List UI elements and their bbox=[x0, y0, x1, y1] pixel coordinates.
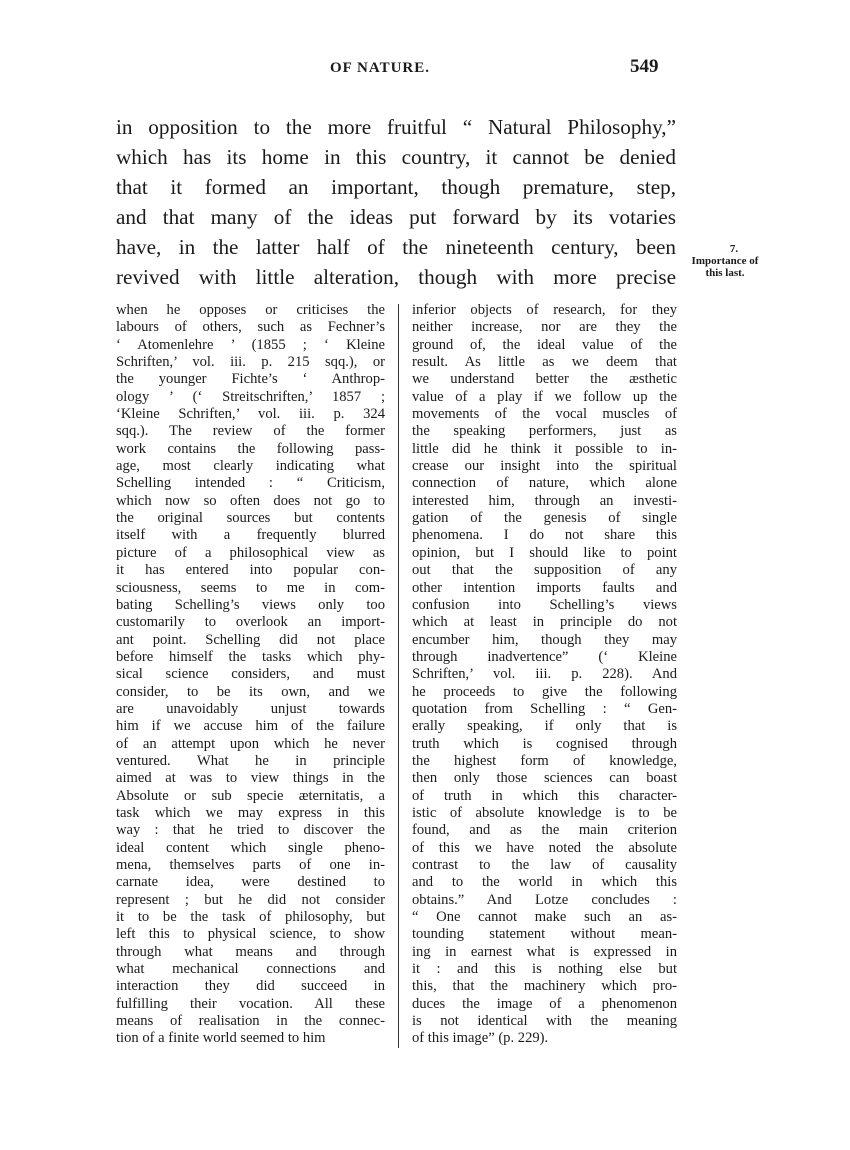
footnote-line: are unavoidably unjust towards bbox=[116, 700, 385, 717]
footnote-line: gation of the genesis of single bbox=[412, 510, 677, 527]
footnote-line: Schriften,’ vol. iii. p. 228). And bbox=[412, 666, 677, 683]
footnote-line: then only those sciences can boast bbox=[412, 770, 677, 787]
running-head: OF NATURE. bbox=[330, 60, 430, 76]
footnote-line: of an attempt upon which he never bbox=[116, 735, 385, 752]
footnote-line: sical science considers, and must bbox=[116, 666, 385, 683]
footnote-line: it to be the task of philosophy, but bbox=[116, 909, 385, 926]
footnote-line: the highest form of knowledge, bbox=[412, 752, 677, 769]
footnote-line: ing in earnest what is expressed in bbox=[412, 943, 677, 960]
footnote-line: work contains the following pass- bbox=[116, 440, 385, 457]
footnote-line: ‘Kleine Schriften,’ vol. iii. p. 324 bbox=[116, 406, 385, 423]
footnote-line: duces the image of a phenomenon bbox=[412, 995, 677, 1012]
footnote-line: him if we accuse him of the failure bbox=[116, 718, 385, 735]
footnote-line: this, that the machinery which pro- bbox=[412, 978, 677, 995]
footnote-line: which at least in principle do not bbox=[412, 614, 677, 631]
footnote-line: is not identical with the meaning bbox=[412, 1013, 677, 1030]
body-line: that it formed an important, though premature, step, bbox=[116, 175, 676, 199]
footnote-line: it : and this is nothing else but bbox=[412, 961, 677, 978]
footnote-line: customarily to overlook an import- bbox=[116, 614, 385, 631]
footnote-line: which now so often does not go to bbox=[116, 492, 385, 509]
footnote-line: the original sources but contents bbox=[116, 510, 385, 527]
footnote-line: Schelling intended : “ Criticism, bbox=[116, 475, 385, 492]
body-line: in opposition to the more fruitful “ Natural Philosophy,” bbox=[116, 115, 676, 139]
footnote-line: of this we have noted the absolute bbox=[412, 839, 677, 856]
footnote-line: represent ; but he did not consider bbox=[116, 891, 385, 908]
footnote-line: picture of a philosophical view as bbox=[116, 544, 385, 561]
footnote-line: means of realisation in the connec- bbox=[116, 1013, 385, 1030]
footnote-line: aimed at was to view things in the bbox=[116, 770, 385, 787]
margin-note-text: Importance of this last. bbox=[691, 255, 759, 279]
footnote-line: age, most clearly indicating what bbox=[116, 458, 385, 475]
footnote-line: interaction they did succeed in bbox=[116, 978, 385, 995]
footnote-line: quotation from Schelling : “ Gen- bbox=[412, 700, 677, 717]
footnote-line: way : that he tried to discover the bbox=[116, 822, 385, 839]
footnote-line: “ One cannot make such an as- bbox=[412, 909, 677, 926]
main-body-text bbox=[116, 112, 676, 292]
footnote-line: istic of absolute knowledge is to be bbox=[412, 804, 677, 821]
footnote-line: found, and as the main criterion bbox=[412, 822, 677, 839]
footnote-line: of this image” (p. 229). bbox=[412, 1030, 549, 1047]
footnote-line: value of a play if we follow up the bbox=[412, 388, 677, 405]
footnote-line: ideal content which single pheno- bbox=[116, 839, 385, 856]
footnote-line: tounding statement without mean- bbox=[412, 926, 677, 943]
footnote-line: interested him, through an investi- bbox=[412, 492, 677, 509]
body-line: and that many of the ideas put forward by its votaries bbox=[116, 205, 676, 229]
footnote-line: Schriften,’ vol. iii. p. 215 sqq.), or bbox=[116, 354, 385, 371]
footnote-line: when he opposes or criticises the bbox=[116, 302, 385, 318]
page-number: 549 bbox=[630, 56, 659, 77]
footnote-line: encumber him, though they may bbox=[412, 631, 677, 648]
footnote-line: left this to physical science, to show bbox=[116, 926, 385, 943]
footnote-line: Absolute or sub specie æternitatis, a bbox=[116, 787, 385, 804]
footnote-line: labours of others, such as Fechner’s bbox=[116, 319, 385, 336]
margin-note-number: 7. bbox=[729, 243, 739, 255]
footnote-line: we understand better the æsthetic bbox=[412, 371, 677, 388]
footnote-line: movements of the vocal muscles of bbox=[412, 406, 677, 423]
footnote-line: ology ’ (‘ Streitschriften,’ 1857 ; bbox=[116, 388, 385, 405]
body-line: revived with little alteration, though with more precise bbox=[116, 265, 676, 289]
footnote-line: out that the supposition of any bbox=[412, 562, 677, 579]
footnote-line: obtains.” And Lotze concludes : bbox=[412, 891, 677, 908]
footnote-line: crease our insight into the spiritual bbox=[412, 458, 677, 475]
footnote-line: confusion into Schelling’s views bbox=[412, 596, 677, 613]
footnote-line: through inadvertence” (‘ Kleine bbox=[412, 648, 677, 665]
footnote-line: mena, themselves parts of one in- bbox=[116, 857, 385, 873]
footnote-line: ant point. Schelling did not place bbox=[116, 631, 385, 648]
column-divider bbox=[398, 304, 399, 1048]
footnote-line: and to the world in which this bbox=[412, 874, 677, 891]
footnote-line: carnate idea, were destined to bbox=[116, 874, 385, 891]
footnote-line: fulfilling their vocation. All these bbox=[116, 995, 385, 1012]
footnote-left-column bbox=[116, 302, 385, 1048]
footnote-line: what mechanical connections and bbox=[116, 961, 385, 978]
body-line: which has its home in this country, it cannot be denied bbox=[116, 145, 676, 169]
footnote-line: other intention imports faults and bbox=[412, 579, 677, 596]
footnote-line: truth which is cognised through bbox=[412, 735, 677, 752]
footnote-line: the younger Fichte’s ‘ Anthrop- bbox=[116, 371, 385, 388]
footnote-line: before himself the tasks which phy- bbox=[116, 648, 385, 665]
footnote-line: little did he think it possible to in- bbox=[412, 440, 677, 457]
footnote-line: ventured. What he in principle bbox=[116, 752, 385, 769]
footnote-line: bating Schelling’s views only too bbox=[116, 596, 385, 613]
footnote-line: he proceeds to give the following bbox=[412, 683, 677, 700]
footnote-line: task which we may express in this bbox=[116, 804, 385, 821]
footnote-line: result. As little as we deem that bbox=[412, 354, 677, 371]
footnote-line: inferior objects of research, for they bbox=[412, 302, 677, 318]
footnote-line: through what means and through bbox=[116, 943, 385, 960]
footnote-line: contrast to the law of causality bbox=[412, 857, 677, 873]
footnote-line: ‘ Atomenlehre ’ (1855 ; ‘ Kleine bbox=[116, 336, 385, 353]
footnote-line: phenomena. I do not share this bbox=[412, 527, 677, 544]
footnote-line: sciousness, seems to me in com- bbox=[116, 579, 385, 596]
body-line: have, in the latter half of the nineteenth century, been bbox=[116, 235, 676, 259]
footnote-line: tion of a finite world seemed to him bbox=[116, 1030, 326, 1047]
footnote-line: of truth in which this character- bbox=[412, 787, 677, 804]
footnote-line: it has entered into popular con- bbox=[116, 562, 385, 579]
margin-note bbox=[682, 243, 768, 279]
footnote-line: consider, to be its own, and we bbox=[116, 683, 385, 700]
footnote-line: itself with a frequently blurred bbox=[116, 527, 385, 544]
footnote-line: sqq.). The review of the former bbox=[116, 423, 385, 440]
footnote-line: erally speaking, if only that is bbox=[412, 718, 677, 735]
footnote-line: ground of, the ideal value of the bbox=[412, 336, 677, 353]
footnote-line: opinion, but I should like to point bbox=[412, 544, 677, 561]
footnote-right-column bbox=[412, 302, 677, 1048]
footnote-line: connection of nature, which alone bbox=[412, 475, 677, 492]
footnote-line: the speaking performers, just as bbox=[412, 423, 677, 440]
footnote-line: neither increase, nor are they the bbox=[412, 319, 677, 336]
